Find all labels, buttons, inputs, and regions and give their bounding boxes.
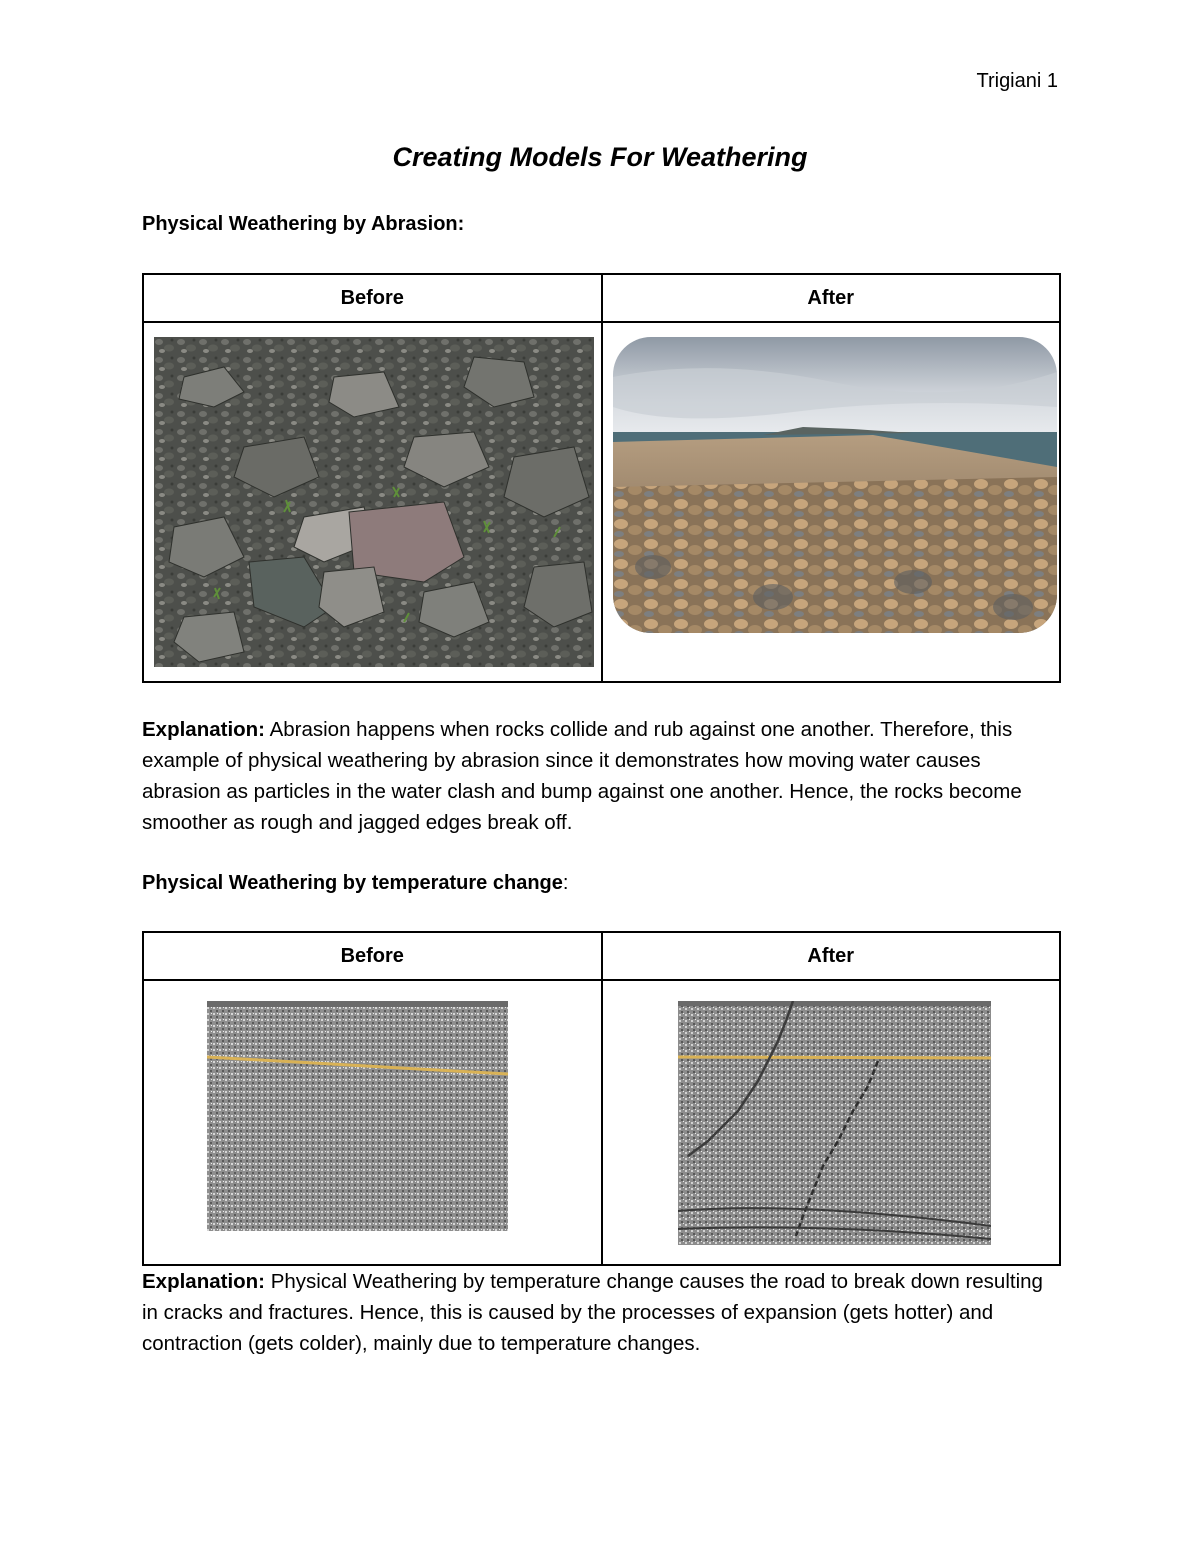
abrasion-explanation: [142, 714, 1062, 838]
temperature-explanation: [142, 1266, 1062, 1359]
heading-suffix: :: [562, 872, 569, 894]
document-title: Creating Models For Weathering: [392, 142, 808, 172]
before-header: Before: [143, 932, 602, 980]
intact-asphalt-photo: [207, 1001, 508, 1231]
before-cell: [143, 980, 602, 1265]
before-header: Before: [143, 274, 602, 322]
before-cell: [143, 322, 602, 682]
explanation-label: Explanation:: [142, 718, 266, 741]
after-cell: [602, 980, 1061, 1265]
explanation-text: Abrasion happens when rocks collide and rub against one another. Therefore, this example of physical weathering by abrasion since it demonstrates how moving water causes abrasion as particles in the water clash and bump against one another. Hence, the rocks become smoother as rough and jagged edges break off.: [142, 718, 1022, 834]
explanation-text: Physical Weathering by temperature change causes the road to break down resulting in cracks and fractures. Hence, this is caused by the processes of expansion (gets hotter) and contraction (gets colder), mainly due to temperature changes.: [142, 1270, 1043, 1355]
section-heading-abrasion: Physical Weathering by Abrasion:: [142, 213, 465, 235]
after-header: After: [602, 274, 1061, 322]
after-header: After: [602, 932, 1061, 980]
jagged-rocks-photo: [154, 337, 594, 667]
heading-text: Physical Weathering by temperature change: [142, 872, 563, 894]
abrasion-comparison-table: [142, 273, 1061, 683]
explanation-label: Explanation:: [142, 1270, 266, 1293]
smooth-pebble-beach-photo: [613, 337, 1057, 633]
page-header: Trigiani 1: [976, 70, 1058, 92]
section-heading-temperature: [142, 872, 568, 895]
temperature-comparison-table: [142, 931, 1061, 1266]
after-cell: [602, 322, 1061, 682]
cracked-asphalt-photo: [678, 1001, 991, 1245]
